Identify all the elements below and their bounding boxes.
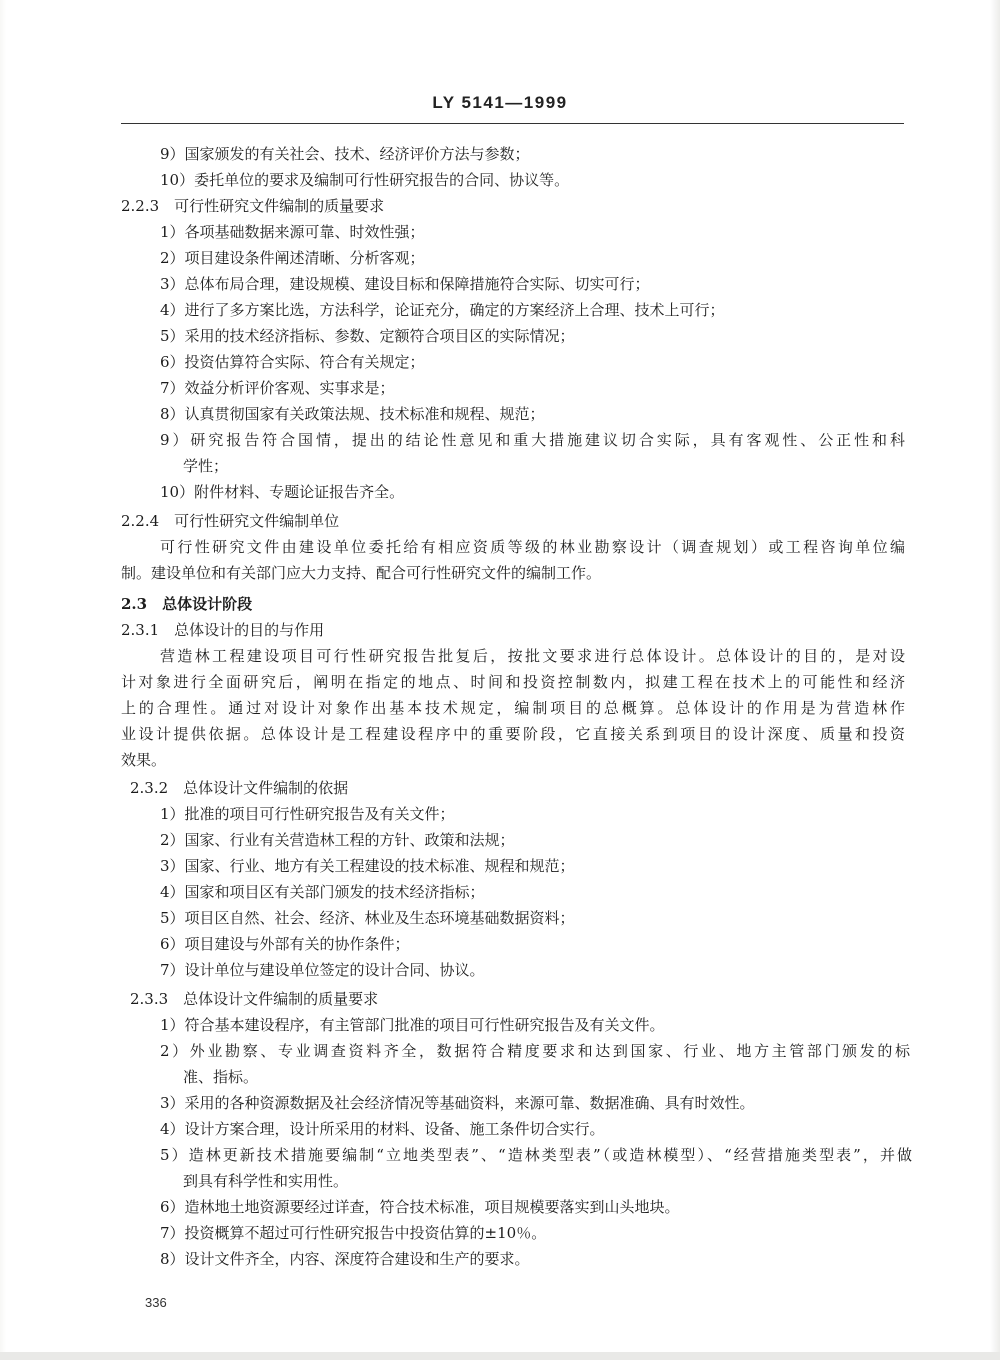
list-item: 4）设计方案合理，设计所采用的材料、设备、施工条件切合实行。 bbox=[160, 1120, 605, 1138]
paragraph-line: 计对象进行全面研究后，阐明在指定的地点、时间和投资控制数内，拟建工程在技术上的可能性和经济 bbox=[121, 673, 905, 691]
paragraph-line: 上的合理性。通过对设计对象作出基本技术规定，编制项目的总概算。总体设计的作用是为营造林作 bbox=[121, 699, 905, 717]
list-item: 8）设计文件齐全，内容、深度符合建设和生产的要求。 bbox=[160, 1250, 530, 1268]
list-item: 4）国家和项目区有关部门颁发的技术经济指标； bbox=[160, 883, 485, 901]
list-item: 3）国家、行业、地方有关工程建设的技术标准、规程和规范； bbox=[160, 857, 575, 875]
list-item: 8）认真贯彻国家有关政策法规、技术标准和规程、规范； bbox=[160, 405, 545, 423]
scan-edge bbox=[0, 1352, 1000, 1360]
list-item: 9）国家颁发的有关社会、技术、经济评价方法与参数； bbox=[160, 145, 530, 163]
list-item-continuation: 准、指标。 bbox=[183, 1068, 259, 1086]
paragraph-line: 制。建设单位和有关部门应大力支持、配合可行性研究文件的编制工作。 bbox=[121, 564, 602, 582]
standard-code-header: LY 5141—1999 bbox=[432, 93, 568, 112]
section-heading: 2.3.1 总体设计的目的与作用 bbox=[121, 621, 325, 639]
list-item: 7）设计单位与建设单位签定的设计合同、协议。 bbox=[160, 961, 485, 979]
section-heading: 2.2.3 可行性研究文件编制的质量要求 bbox=[121, 197, 385, 215]
list-item: 2）外业勘察、专业调查资料齐全，数据符合精度要求和达到国家、行业、地方主管部门颁发的标 bbox=[160, 1042, 910, 1060]
list-item: 7）效益分析评价客观、实事求是； bbox=[160, 379, 395, 397]
paragraph-line: 业设计提供依据。总体设计是工程建设程序中的重要阶段，它直接关系到项目的设计深度、质量和投资 bbox=[121, 725, 905, 743]
page-number: 336 bbox=[145, 1295, 167, 1310]
list-item: 9）研究报告符合国情，提出的结论性意见和重大措施建议切合实际，具有客观性、公正性和科 bbox=[160, 431, 905, 449]
list-item: 10）委托单位的要求及编制可行性研究报告的合同、协议等。 bbox=[160, 171, 570, 189]
list-item: 7）投资概算不超过可行性研究报告中投资估算的±10％。 bbox=[160, 1224, 547, 1242]
list-item: 2）国家、行业有关营造林工程的方针、政策和法规； bbox=[160, 831, 515, 849]
list-item: 3）采用的各种资源数据及社会经济情况等基础资料，来源可靠、数据准确、具有时效性。 bbox=[160, 1094, 755, 1112]
list-item: 10）附件材料、专题论证报告齐全。 bbox=[160, 483, 405, 501]
paragraph-line: 营造林工程建设项目可行性研究报告批复后，按批文要求进行总体设计。总体设计的目的，是对设 bbox=[160, 647, 905, 665]
list-item-continuation: 到具有科学性和实用性。 bbox=[183, 1172, 349, 1190]
section-heading: 2.2.4 可行性研究文件编制单位 bbox=[121, 512, 340, 530]
paragraph-line: 效果。 bbox=[121, 751, 167, 769]
list-item: 4）进行了多方案比选，方法科学，论证充分，确定的方案经济上合理、技术上可行； bbox=[160, 301, 725, 319]
section-heading: 2.3.2 总体设计文件编制的依据 bbox=[130, 779, 349, 797]
list-item-continuation: 学性； bbox=[183, 457, 229, 475]
list-item: 6）造林地土地资源要经过详查，符合技术标准，项目规模要落实到山头地块。 bbox=[160, 1198, 680, 1216]
section-heading: 2.3.3 总体设计文件编制的质量要求 bbox=[130, 990, 379, 1008]
list-item: 1）各项基础数据来源可靠、时效性强； bbox=[160, 223, 425, 241]
paragraph-line: 可行性研究文件由建设单位委托给有相应资质等级的林业勘察设计（调查规划）或工程咨询单位编 bbox=[160, 538, 905, 556]
list-item: 6）投资估算符合实际、符合有关规定； bbox=[160, 353, 425, 371]
list-item: 5）项目区自然、社会、经济、林业及生态环境基础数据资料； bbox=[160, 909, 575, 927]
list-item: 2）项目建设条件阐述清晰、分析客观； bbox=[160, 249, 425, 267]
section-heading: 2.3 总体设计阶段 bbox=[121, 595, 253, 613]
list-item: 3）总体布局合理，建设规模、建设目标和保障措施符合实际、切实可行； bbox=[160, 275, 650, 293]
list-item: 6）项目建设与外部有关的协作条件； bbox=[160, 935, 410, 953]
list-item: 5）造林更新技术措施要编制“立地类型表”、“造林类型表”（或造林模型）、“经营措施类型表”，并做 bbox=[160, 1146, 912, 1164]
list-item: 5）采用的技术经济指标、参数、定额符合项目区的实际情况； bbox=[160, 327, 575, 345]
list-item: 1）批准的项目可行性研究报告及有关文件； bbox=[160, 805, 455, 823]
list-item: 1）符合基本建设程序，有主管部门批准的项目可行性研究报告及有关文件。 bbox=[160, 1016, 665, 1034]
